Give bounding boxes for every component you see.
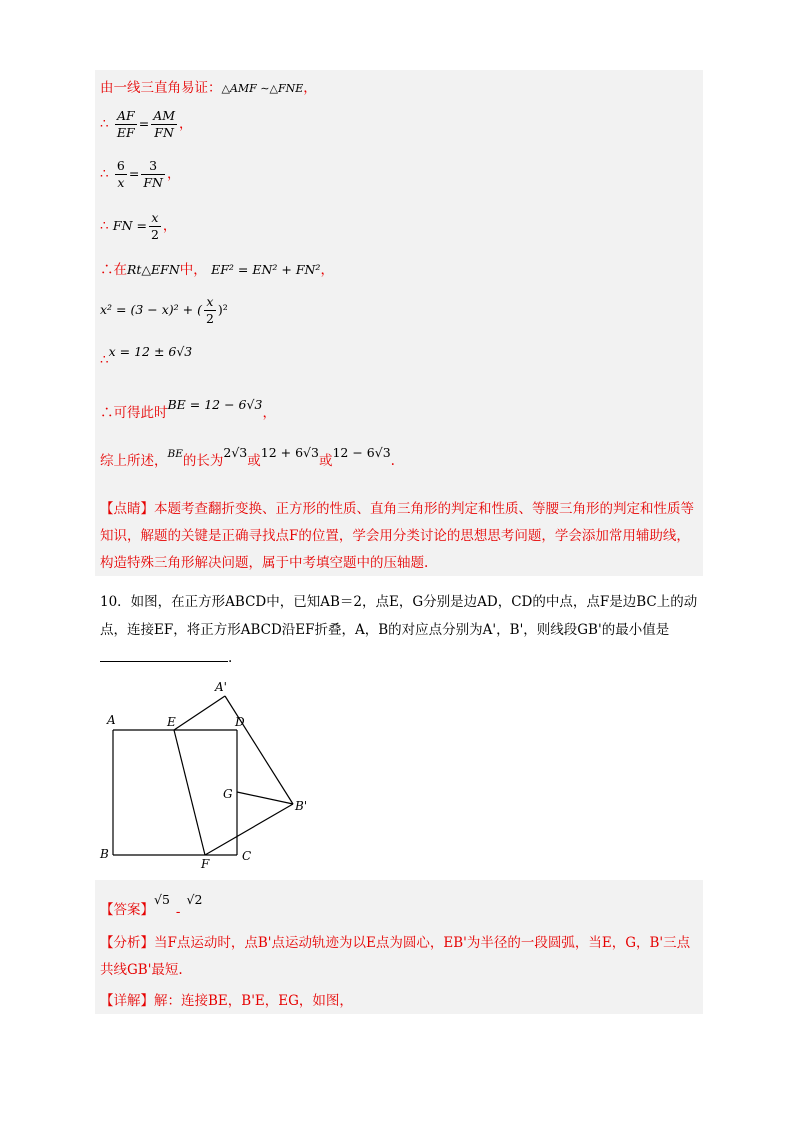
answer-value-2: √2 [186,892,203,907]
denominator: EF [116,125,135,140]
therefore: ∴ [100,116,109,132]
value-3: 12 − 6√3 [332,445,391,460]
equals: = [138,116,150,131]
label-c: C [242,849,252,863]
punct: ， [303,80,317,96]
label-b: B [100,847,109,861]
therefore: ∴ [100,352,109,368]
solution-line-3 [100,158,180,191]
segment-ea-prime [174,696,225,730]
numerator: x [204,294,216,311]
punct: ， [320,262,334,278]
math-rt-triangle: Rt△EFN [127,262,180,277]
punct: . [228,650,233,666]
problem-10 [100,588,700,672]
punct: ， [179,116,193,132]
segment-fb-prime [205,804,293,855]
comment-paragraph [100,496,700,577]
value-2: 12 + 6√3 [260,445,319,460]
numerator: AF [115,108,137,125]
denominator: 2 [205,311,214,326]
numerator: x [149,210,161,227]
punct: . [390,453,395,469]
segment-gb-prime [237,792,293,804]
problem-text: 10．如图，在正方形ABCD中，已知AB＝2，点E，G分别是边AD，CD的中点，点F是边BC上的动点，连接EF，将正方形ABCD沿EF折叠，A，B的对应点分别为A'，B'，则线段GB'的最小值是 [100,594,698,638]
therefore: ∴ [100,218,109,234]
punct: ， [162,218,177,234]
punct: ， [166,166,181,182]
solution-line-6 [100,294,228,327]
fraction-af-ef [115,108,137,141]
answer-value-1: √5 [154,892,170,907]
denominator: FN [154,125,174,140]
math-similar: △AMF ∼△FNE [221,82,304,95]
text-or: 或 [247,453,261,469]
segment-ef [174,730,205,855]
label-a: A [107,713,116,727]
fraction-am-fn [151,108,177,141]
label-d: D [235,715,245,729]
label-e: E [167,715,176,729]
solution-line-8 [100,395,276,421]
answer-blank[interactable] [100,647,228,662]
text: 中， [179,262,207,278]
numerator: 3 [141,158,165,175]
geometry-figure [95,680,335,870]
solution-line-9 [100,443,395,469]
solution-line-1 [100,78,317,99]
fraction-x-2 [149,210,161,243]
analysis-tag: 【分析】 [100,935,154,951]
equals: = [128,166,140,181]
text: 由一线三直角易证： [100,80,222,96]
detail-text: 解：连接BE，B'E，EG，如图， [154,993,353,1009]
math-equation-left: x² = (3 − x)² + ( [100,302,202,317]
denominator: 2 [150,227,159,242]
analysis-text: 当F点运动时，点B'点运动轨迹为以E点为圆心，EB'为半径的一段圆弧，当E，G，B'三点共线GB'最短. [100,935,691,978]
solution-line-2 [100,108,193,141]
text: 的长为 [182,453,224,469]
math-equation-right: )² [217,302,228,317]
solution-line-4 [100,210,176,243]
fraction-3-fn [141,158,165,191]
math-lhs: FN = [112,218,147,233]
punct: ， [262,405,276,421]
text-or: 或 [318,453,333,469]
label-b-prime: B' [295,799,308,813]
comment-text: 本题考查翻折变换、正方形的性质、直角三角形的判定和性质、等腰三角形的判定和性质等知识，解题的关键是正确寻找点F的位置，学会用分类讨论的思想思考问题，学会添加常用辅助线，构造特殊三角形解决问题，属于中考填空题中的压轴题. [100,501,694,571]
text: ∴在 [100,262,127,278]
denominator: x [117,175,125,190]
answer-line [100,890,203,920]
label-f: F [201,857,210,870]
answer-tag: 【答案】 [100,902,154,918]
math-solution-x: x = 12 ± 6√3 [108,344,193,359]
numerator: AM [153,108,176,123]
solution-line-5 [100,260,334,280]
math-be: BE [167,448,183,460]
detail-paragraph [100,988,700,1015]
text: 综上所述， [100,453,168,469]
text: ∴可得此时 [100,405,168,421]
math-be-value: BE = 12 − 6√3 [167,397,263,412]
value-1: 2√3 [223,445,248,460]
comment-tag: 【点睛】 [100,501,154,517]
answer-separator: - [175,904,181,920]
fraction-x-2 [204,294,216,327]
label-a-prime: A' [215,680,227,694]
detail-tag: 【详解】 [100,993,154,1009]
numerator: 6 [116,158,125,173]
math-pythagoras: EF² = EN² + FN² [211,262,321,277]
fraction-6-x [115,158,127,191]
therefore: ∴ [100,166,109,182]
denominator: FN [143,175,163,190]
segment-a-prime-b-prime [225,696,293,804]
analysis-paragraph [100,930,700,984]
solution-line-7 [100,342,193,368]
label-g: G [223,787,233,801]
